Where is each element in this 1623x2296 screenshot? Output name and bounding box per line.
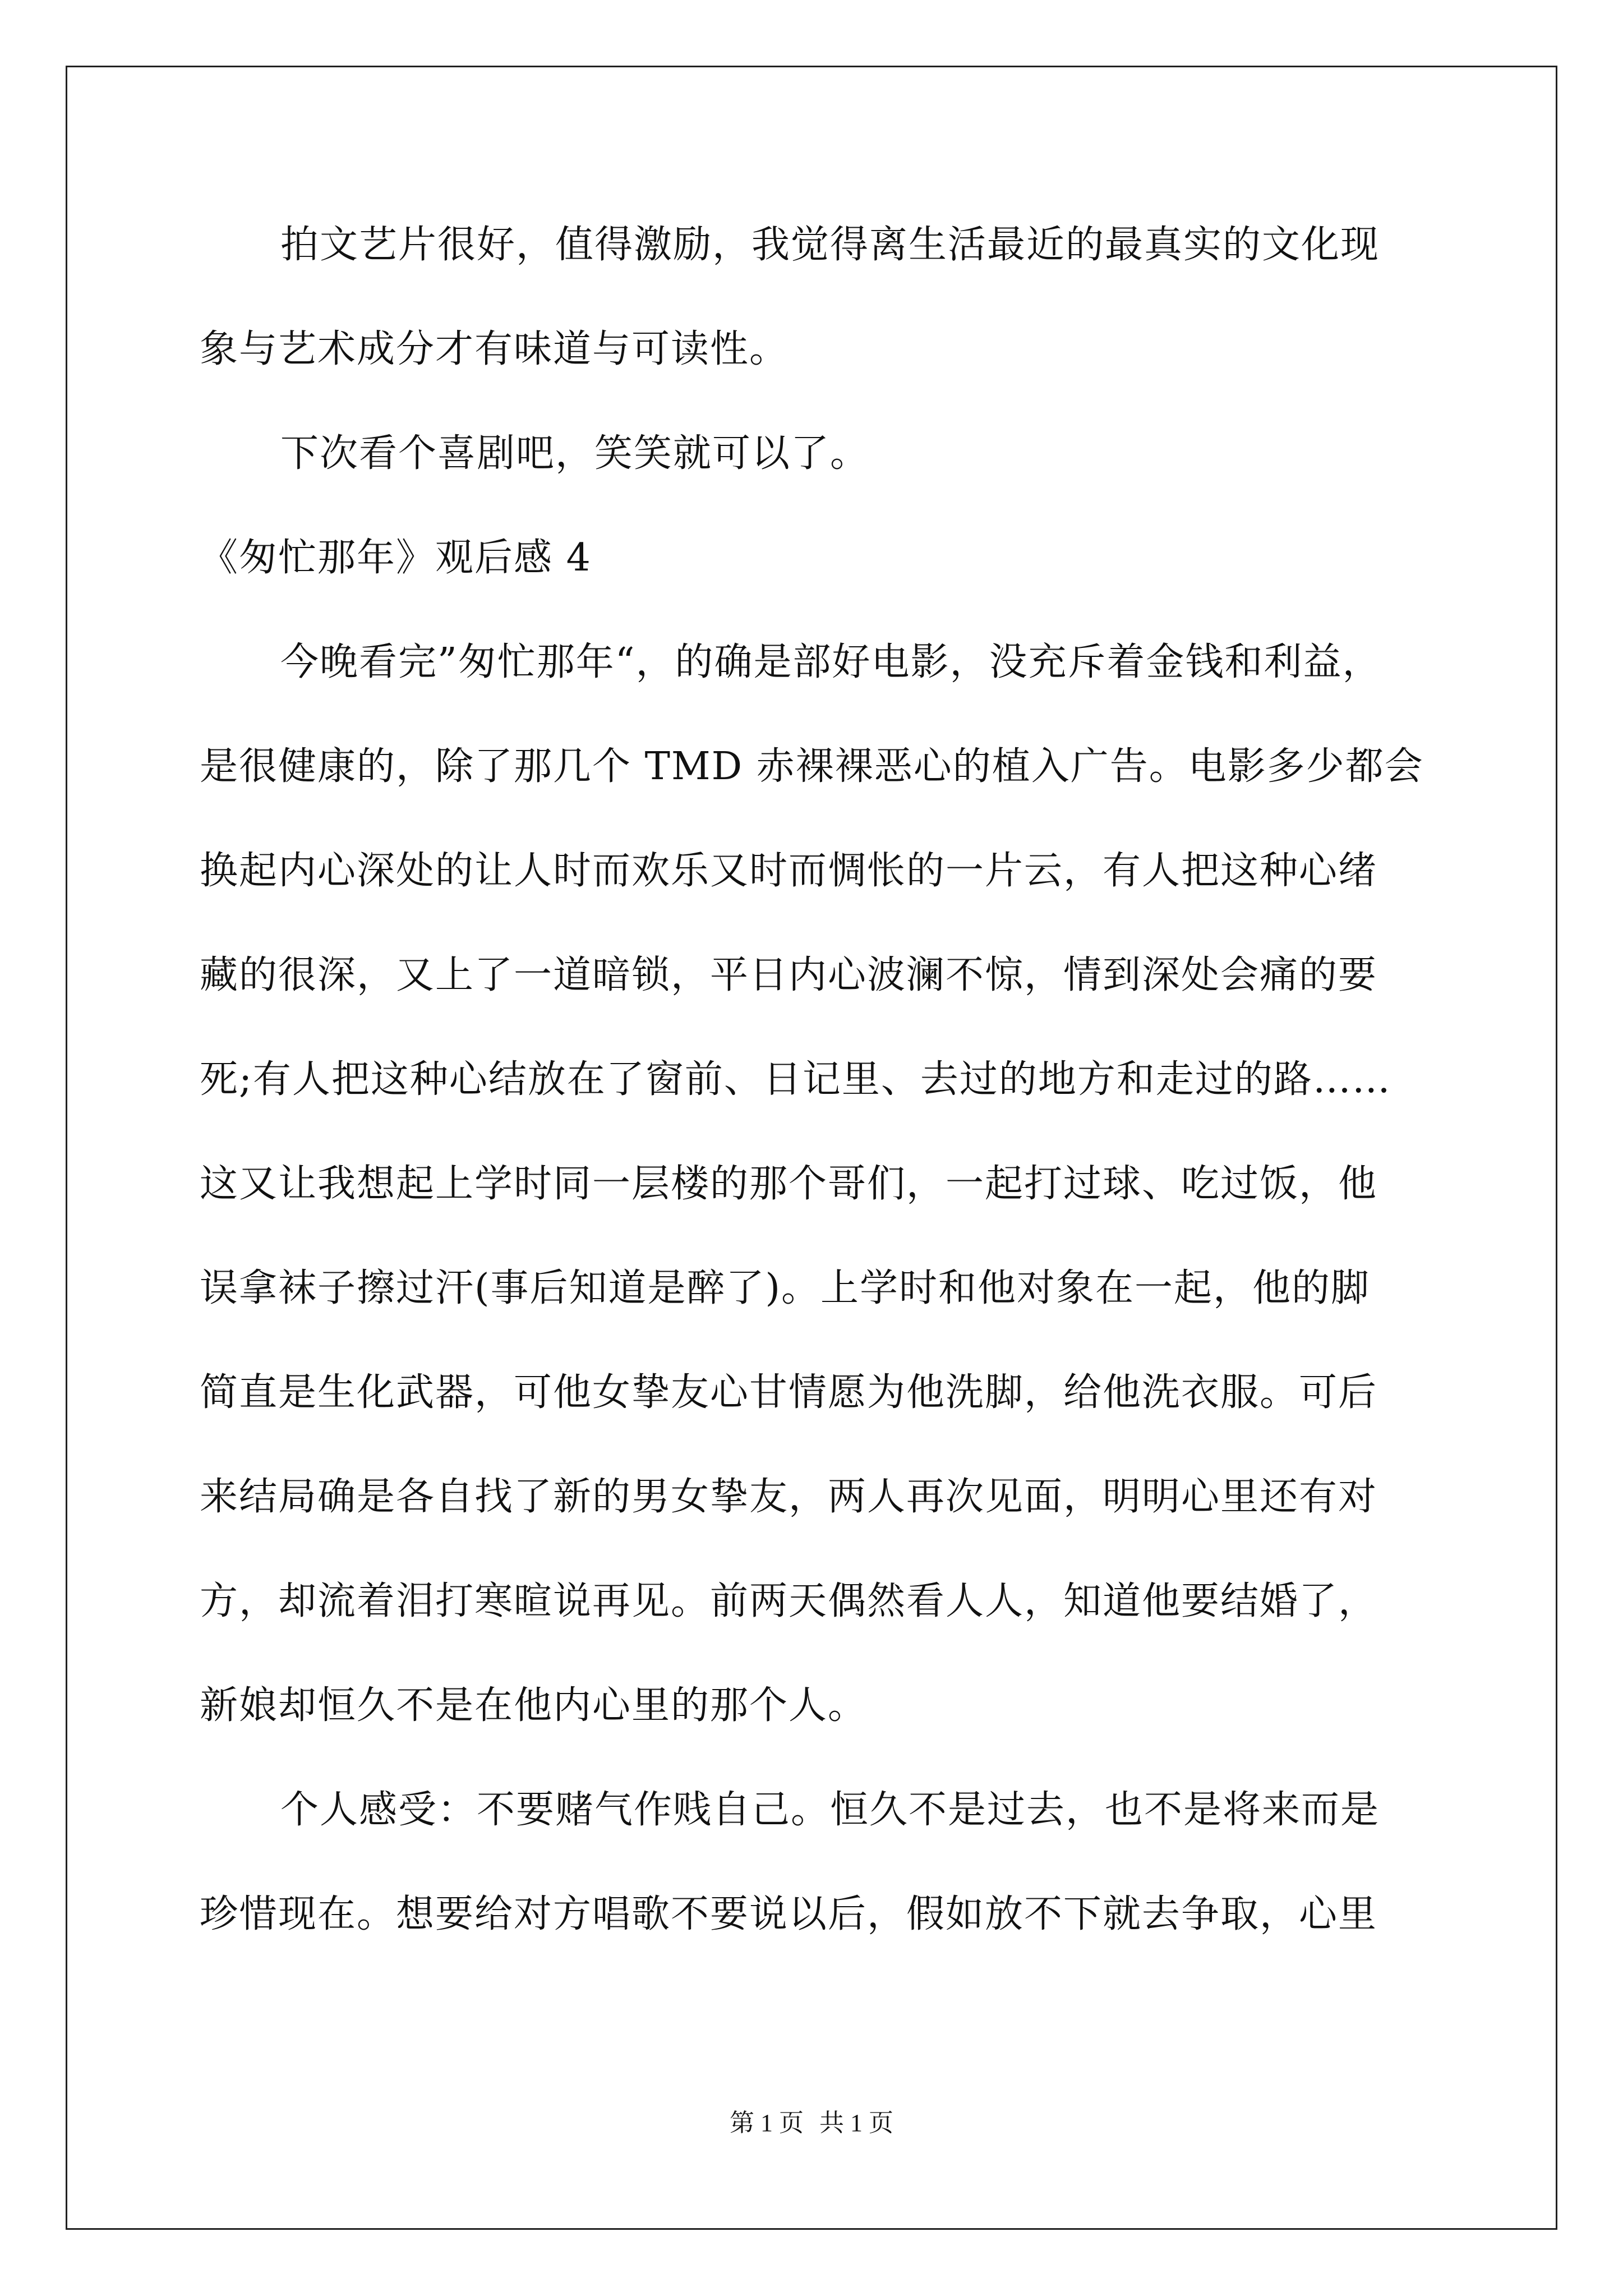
page-total: 共 1 页 [819, 2109, 893, 2137]
page-number: 第 1 页 [730, 2109, 804, 2137]
text-line: 简直是生化武器，可他女挚友心甘情愿为他洗脚，给他洗衣服。可后 [200, 1370, 1378, 1415]
text-line: 拍文艺片很好，值得激励，我觉得离生活最近的最真实的文化现 [280, 223, 1380, 267]
text-line: 来结局确是各自找了新的男女挚友，两人再次见面，明明心里还有对 [200, 1475, 1378, 1519]
text-line: 换起内心深处的让人时而欢乐又时而惆怅的一片云，有人把这种心绪 [200, 849, 1378, 893]
text-line: 误拿袜子擦过汗(事后知道是醉了)。上学时和他对象在一起，他的脚 [200, 1266, 1371, 1310]
text-line: 是很健康的，除了那几个 TMD 赤裸裸恶心的植入广告。电影多少都会 [200, 744, 1424, 789]
text-line: 死;有人把这种心结放在了窗前、日记里、去过的地方和走过的路…… [200, 1057, 1391, 1102]
text-line: 方，却流着泪打寒暄说再见。前两天偶然看人人，知道他要结婚了， [200, 1579, 1378, 1623]
text-line: 新娘却恒久不是在他内心里的那个人。 [200, 1683, 868, 1728]
text-line: 个人感受：不要赌气作贱自己。恒久不是过去，也不是将来而是 [280, 1788, 1380, 1832]
section-heading: 《匆忙那年》观后感 4 [200, 536, 592, 580]
text-line: 藏的很深，又上了一道暗锁，平日内心波澜不惊，情到深处会痛的要 [200, 953, 1378, 997]
text-line: 下次看个喜剧吧，笑笑就可以了。 [280, 431, 870, 476]
text-line: 象与艺术成分才有味道与可读性。 [200, 327, 789, 371]
text-line: 这又让我想起上学时同一层楼的那个哥们，一起打过球、吃过饭，他 [200, 1162, 1378, 1206]
page-footer [0, 2106, 1623, 2140]
text-line: 珍惜现在。想要给对方唱歌不要说以后，假如放不下就去争取，心里 [200, 1892, 1378, 1936]
text-line: 今晚看完”匆忙那年“，的确是部好电影，没充斥着金钱和利益， [280, 640, 1382, 684]
